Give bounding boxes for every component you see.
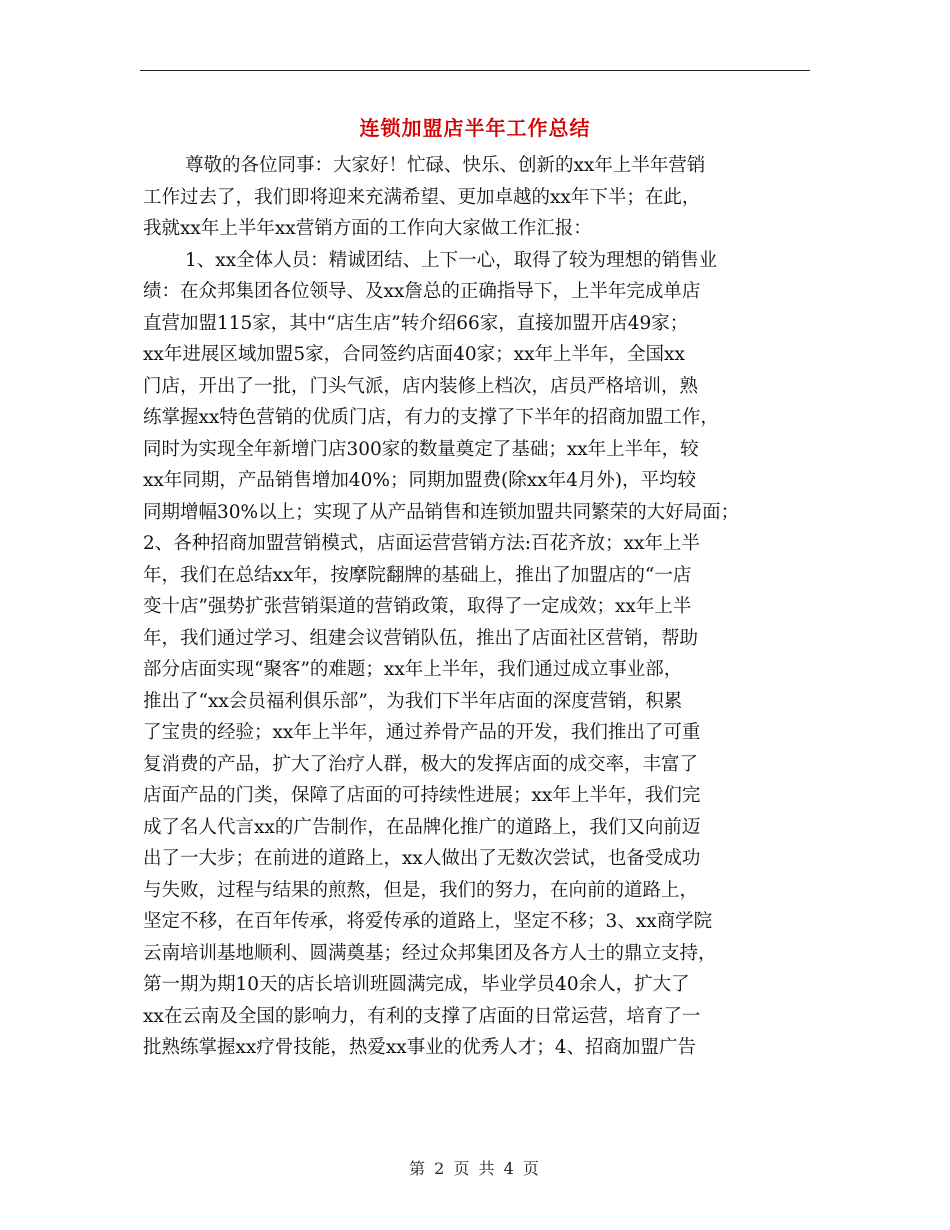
text-line: 出了一大步；在前进的道路上，xx人做出了无数次尝试，也备受成功 — [143, 848, 701, 869]
text-line: 1、xx全体人员：精诚团结、上下一心，取得了较为理想的销售业 — [185, 249, 718, 271]
text-line: 复消费的产品，扩大了治疗人群，极大的发挥店面的成交率，丰富了 — [143, 753, 699, 775]
text-line: 2、各种招商加盟营销模式，店面运营营销方法:百花齐放；xx年上半 — [143, 533, 700, 554]
text-line: 绩：在众邦集团各位领导、及xx詹总的正确指导下，上半年完成单店 — [143, 281, 701, 302]
text-line: 门店，开出了一批，门头气派，店内装修上档次，店员严格培训，熟 — [143, 375, 699, 397]
text-line: xx年进展区域加盟5家，合同签约店面40家；xx年上半年，全国xx — [143, 344, 685, 365]
text-line: xx在云南及全国的影响力，有利的支撑了店面的日常运营，培育了一 — [143, 1005, 701, 1027]
text-line: 云南培训基地顺利、圆满奠基；经过众邦集团及各方人士的鼎立支持， — [143, 942, 717, 964]
text-line: 推出了“xx会员福利俱乐部”，为我们下半年店面的深度营销，积累 — [143, 690, 683, 712]
text-line: 年，我们在总结xx年，按摩院翻牌的基础上，推出了加盟店的“一店 — [143, 564, 692, 586]
text-line: 第一期为期10天的店长培训班圆满完成，毕业学员40余人，扩大了 — [143, 974, 690, 995]
text-line: 直营加盟115家，其中“店生店”转介绍66家，直接加盟开店49家； — [143, 312, 689, 334]
text-line: 变十店”强势扩张营销渠道的营销政策，取得了一定成效；xx年上半 — [143, 596, 692, 617]
page-indicator: 第 2 页 共 4 页 — [409, 1159, 541, 1178]
text-line: 年，我们通过学习、组建会议营销队伍，推出了店面社区营销，帮助 — [143, 627, 699, 649]
text-line: 与失败，过程与结果的煎熬，但是，我们的努力，在向前的道路上， — [143, 879, 699, 901]
document-title: 连锁加盟店半年工作总结 — [359, 116, 591, 140]
text-line: xx年同期，产品销售增加40%；同期加盟费(除xx年4月外)，平均较 — [143, 470, 697, 491]
header-rule — [140, 70, 810, 71]
text-line: 我就xx年上半年xx营销方面的工作向大家做工作汇报： — [143, 218, 592, 239]
text-line: 练掌握xx特色营销的优质门店，有力的支撑了下半年的招商加盟工作， — [143, 407, 719, 428]
text-line: 同时为实现全年新增门店300家的数量奠定了基础；xx年上半年，较 — [143, 438, 699, 460]
text-line: 部分店面实现“聚客”的难题；xx年上半年，我们通过成立事业部， — [143, 659, 683, 680]
document-body — [143, 150, 813, 1064]
text-line: 同期增幅30%以上；实现了从产品销售和连锁加盟共同繁荣的大好局面； — [143, 501, 740, 523]
text-line: 尊敬的各位同事：大家好！忙碌、快乐、创新的xx年上半年营销 — [185, 155, 706, 176]
text-line: 坚定不移，在百年传承，将爱传承的道路上，坚定不移；3、xx商学院 — [143, 911, 713, 932]
text-line: 店面产品的门类，保障了店面的可持续性进展；xx年上半年，我们完 — [143, 785, 701, 806]
text-line: 成了名人代言xx的广告制作，在品牌化推广的道路上，我们又向前迈 — [143, 816, 701, 838]
text-line: 批熟练掌握xx疗骨技能，热爱xx事业的优秀人才；4、招商加盟广告 — [143, 1037, 697, 1058]
text-line: 工作过去了，我们即将迎来充满希望、更加卓越的xx年下半；在此， — [143, 186, 701, 208]
text-line: 了宝贵的经验；xx年上半年，通过养骨产品的开发，我们推出了可重 — [143, 722, 701, 743]
